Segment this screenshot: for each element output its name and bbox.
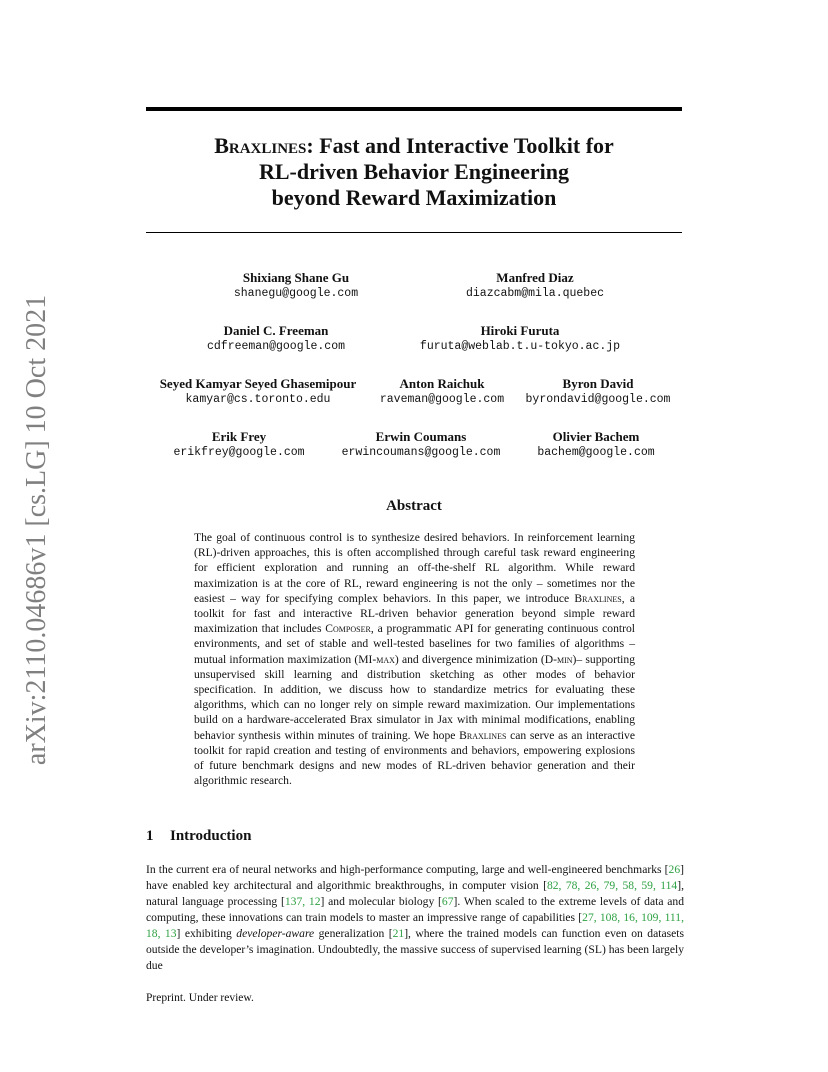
abstract-text: , a toolkit for fast and interactive RL-driven behavior generation beyond simple reward maximization that includes [194, 591, 635, 636]
intro-emphasis: developer-aware [236, 927, 315, 940]
author-name: Olivier Bachem [552, 429, 640, 444]
author-name: Erik Frey [211, 429, 267, 444]
abstract-body [194, 530, 635, 788]
author-email[interactable]: erwincoumans@google.com [341, 446, 501, 459]
author-block [330, 429, 512, 461]
author-email[interactable]: cdfreeman@google.com [206, 340, 346, 353]
title-top-rule [146, 107, 682, 111]
abstract-composer-name: Composer [325, 622, 371, 636]
citation-link[interactable]: 82, 78, 26, 79, 58, 59, 114 [546, 879, 678, 892]
author-name: Manfred Diaz [496, 270, 574, 285]
citation-link[interactable]: 26 [668, 863, 681, 876]
abstract-text: The goal of continuous control is to synthesize desired behaviors. In reinforcement learning (RL)-driven approaches, this is often accomplished through careful task reward engineering for efficient exploration and running an off-the-shelf RL algorithm. While reward maximization is at the core of RL, reward engineering is not the only – sometimes nor the easiest – way for specifying complex behaviors. In this paper, we introduce [194, 531, 635, 605]
abstract-text: ) and divergence minimization ( [394, 652, 545, 666]
author-block [420, 270, 650, 302]
intro-text: ] and molecular biology [ [320, 895, 442, 908]
author-name: Shixiang Shane Gu [242, 270, 350, 285]
author-name: Seyed Kamyar Seyed Ghasemipour [159, 376, 357, 391]
intro-text: ], natural language processing [ [146, 879, 684, 908]
author-block [370, 376, 514, 408]
abstract-toolkit-name: Braxlines [459, 728, 507, 742]
author-email[interactable]: furuta@weblab.t.u-tokyo.ac.jp [419, 340, 621, 353]
abstract-mimax-name: MI-max [358, 652, 395, 666]
section-heading [146, 828, 251, 845]
section-title: Introduction [170, 828, 252, 844]
title-line-1-rest: : Fast and Interactive Toolkit for [306, 133, 614, 158]
author-email[interactable]: kamyar@cs.toronto.edu [185, 393, 331, 406]
abstract-dmin-name: D-min [544, 652, 573, 666]
citation-link[interactable]: 27, 108, 16, 109, 111, 18, 13 [146, 911, 684, 940]
title-bottom-rule [146, 232, 682, 233]
author-block [176, 323, 376, 355]
intro-text: ], where the trained models can function even on datasets outside the developer’s imagination. Undoubtedly, the massive success of supervised learning (SL) has been largely due [146, 927, 684, 972]
author-block [518, 376, 678, 408]
abstract-text: , a programmatic API for generating continuous control environments, and set of stable and well-tested baselines for two families of algorithms –mutual information maximization ( [194, 622, 635, 666]
author-name: Erwin Coumans [375, 429, 467, 444]
arxiv-stamp-text: arXiv:2110.04686v1 [cs.LG] 10 Oct 2021 [21, 294, 52, 766]
abstract-text: )– supporting unsupervised skill learning and distribution sketching as other modes of behavior specification. In addition, we discuss how to standardize metrics for evaluating these algorithms, which can no longer rely on simple reward maximization. Our implementations build on a hardware-accelerated Brax simulator in Jax with minimal modifications, enabling behavior synthesis within minutes of training. We hope [194, 652, 635, 742]
author-block [528, 429, 664, 461]
footer-note: Preprint. Under review. [146, 992, 254, 1004]
author-block [196, 270, 396, 302]
intro-text: In the current era of neural networks and high-performance computing, large and well-engineered benchmarks [ [146, 863, 669, 876]
title-line-1 [146, 133, 682, 159]
citation-link[interactable]: 137, 12 [284, 895, 321, 908]
section-number: 1 [146, 828, 154, 844]
abstract-text: can serve as an interactive toolkit for rapid creation and testing of environments and behaviors, empowering explosions of future benchmark designs and new modes of RL-driven behavior generation and their algorithmic research. [194, 728, 635, 788]
citation-link[interactable]: 67 [441, 895, 454, 908]
author-name: Hiroki Furuta [480, 323, 560, 338]
author-name: Daniel C. Freeman [223, 323, 329, 338]
author-name: Anton Raichuk [399, 376, 485, 391]
author-email[interactable]: raveman@google.com [379, 393, 505, 406]
abstract-toolkit-name: Braxlines [574, 591, 622, 605]
arxiv-stamp [15, 294, 59, 766]
author-block [164, 429, 314, 461]
author-block [405, 323, 635, 355]
author-email[interactable]: byrondavid@google.com [525, 393, 671, 406]
author-email[interactable]: shanegu@google.com [233, 287, 359, 300]
abstract-heading: Abstract [386, 498, 442, 514]
intro-paragraph [146, 862, 684, 974]
paper-title [146, 133, 682, 211]
title-line-2: RL-driven Behavior Engineering [258, 159, 570, 184]
author-name: Byron David [562, 376, 634, 391]
intro-text: generalization [ [314, 927, 393, 940]
author-email[interactable]: bachem@google.com [537, 446, 655, 459]
citation-link[interactable]: 21 [392, 927, 405, 940]
author-block [150, 376, 366, 408]
author-email[interactable]: erikfrey@google.com [173, 446, 305, 459]
intro-text: ] have enabled key architectural and algorithmic breakthroughs, in computer vision [ [146, 863, 684, 892]
intro-text: ]. When scaled to the extreme levels of data and computing, these innovations can train models to master an impressive range of capabilities [ [146, 895, 684, 924]
author-email[interactable]: diazcabm@mila.quebec [465, 287, 605, 300]
intro-text: ] exhibiting [176, 927, 237, 940]
title-line-3: beyond Reward Maximization [271, 185, 557, 210]
title-toolkit-name: Braxlines [214, 133, 307, 158]
